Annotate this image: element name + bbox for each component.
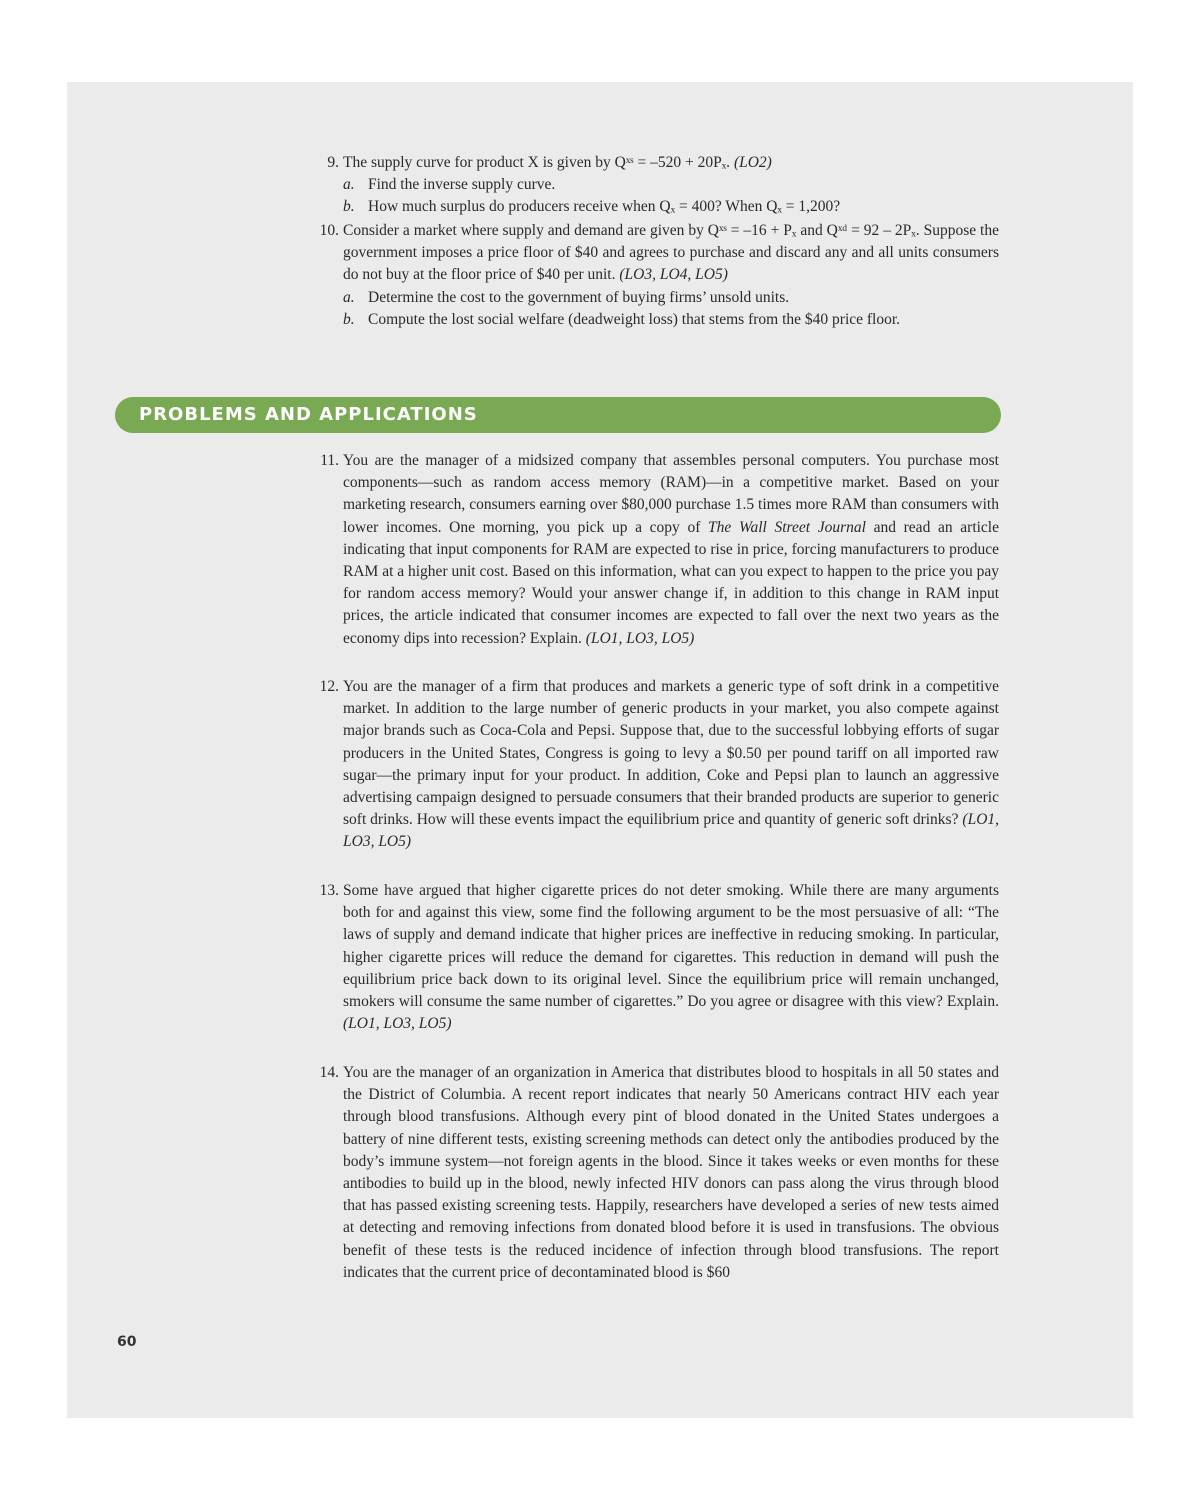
learning-objective: (LO1, LO3, LO5) bbox=[585, 629, 695, 647]
learning-objective: (LO2) bbox=[733, 154, 772, 171]
problem-text: You are the manager of an organization in America that distributes blood to hospitals in all 50 states and the District of Columbia. A recent report indicates that nearly 50 Americans contract HIV each year through blood transfusions. Although every pint of blood donated in the United States undergoes a battery of nine different tests, existing screening methods can detect only the antibodies produced by the body’s immune system—not foreign agents in the blood. Since it takes weeks or even months for these antibodies to build up in the blood, newly infected HIV donors can pass along the virus through blood that has passed existing screening tests. Happily, researchers have developed a series of new tests aimed at detecting and removing infections from donated blood before it is used in transfusions. The obvious benefit of these tests is the reduced incidence of infection through blood transfusions. The report indicates that the current price of decontaminated blood is $60 bbox=[343, 1064, 999, 1281]
learning-objective: (LO1, LO3, LO5) bbox=[343, 1015, 452, 1033]
problem-14 bbox=[319, 1062, 999, 1284]
subpart-a bbox=[343, 287, 999, 309]
learning-objective: (LO1, LO3, LO5) bbox=[343, 811, 1000, 851]
subpart-text: How much surplus do producers receive when Qₓ = 400? When Qₓ = 1,200? bbox=[368, 198, 841, 216]
problem-text: The supply curve for product X is given by Qˣˢ = –520 + 20Pₓ. bbox=[343, 154, 731, 171]
subpart-a bbox=[343, 174, 999, 196]
problem-number: 13. bbox=[319, 882, 339, 899]
problem-number: 10. bbox=[319, 222, 339, 239]
problem-text: Consider a market where supply and demand are given by Qˣˢ = –16 + Pₓ and Qˣᵈ = 92 – 2Pₓ. Suppose the government imposes a price floor of $40 and agrees to purchase and discard any and all units consumers do not buy at the floor price of $40 per unit. bbox=[343, 222, 999, 284]
problem-12 bbox=[319, 676, 1000, 854]
subpart-b bbox=[343, 309, 999, 331]
publication-title: The Wall Street Journal bbox=[708, 518, 866, 536]
subpart-letter: a. bbox=[343, 288, 355, 306]
book-page bbox=[67, 82, 1133, 1418]
problem-number: 11. bbox=[320, 452, 339, 469]
subpart-text: Find the inverse supply curve. bbox=[368, 176, 556, 194]
subpart-letter: b. bbox=[343, 310, 355, 328]
learning-objective: (LO3, LO4, LO5) bbox=[619, 266, 728, 284]
problem-text: You are the manager of a midsized company that assembles personal computers. You purchase most components—such as random access memory (RAM)—in a competitive market. Based on your marketing research, consumers earning over $80,000 purchase 1.5 times more RAM than consumers with lower incomes. One morning, you pick up a copy of bbox=[343, 452, 999, 536]
problem-number: 9. bbox=[327, 154, 339, 171]
section-heading-banner bbox=[115, 397, 1001, 433]
problem-13 bbox=[319, 880, 999, 1035]
problem-number: 12. bbox=[319, 678, 339, 695]
subpart-text: Determine the cost to the government of buying firms’ unsold units. bbox=[368, 288, 790, 306]
problem-number: 14. bbox=[319, 1064, 339, 1081]
problem-text-continued: and read an article indicating that input components for RAM are expected to rise in price, forcing manufacturers to produce RAM at a higher unit cost. Based on this information, what can you expect to happen to the price you pay for random access memory? Would your answer change if, in addition to this change in RAM input prices, the article indicated that consumer incomes are expected to fall over the next two years as the economy dips into recession? Explain. bbox=[343, 518, 1000, 647]
page-number: 60 bbox=[117, 1334, 137, 1350]
problem-11 bbox=[320, 450, 1000, 650]
subpart-letter: a. bbox=[343, 176, 355, 194]
problem-10 bbox=[319, 220, 999, 331]
problem-text: You are the manager of a firm that produces and markets a generic type of soft drink in a competitive market. In addition to the large number of generic products in your market, you also compete against major brands such as Coca-Cola and Pepsi. Suppose that, due to the successful lobbying efforts of sugar producers in the United States, Congress is going to levy a $0.50 per pound tariff on all imported raw sugar—the primary input for your product. In addition, Coke and Pepsi plan to launch an aggressive advertising campaign designed to persuade consumers that their branded products are superior to generic soft drinks. How will these events impact the equilibrium price and quantity of generic soft drinks? bbox=[343, 678, 999, 829]
section-heading: PROBLEMS AND APPLICATIONS bbox=[139, 404, 478, 425]
subpart-text: Compute the lost social welfare (deadweight loss) that stems from the $40 price floor. bbox=[368, 310, 901, 328]
problem-9 bbox=[327, 152, 999, 219]
subpart-b bbox=[343, 196, 999, 218]
subpart-letter: b. bbox=[343, 198, 355, 216]
problem-text: Some have argued that higher cigarette prices do not deter smoking. While there are many arguments both for and against this view, some find the following argument to be the most persuasive of all: “The laws of supply and demand indicate that higher prices are ineffective in reducing smoking. In particular, higher cigarette prices will reduce the demand for cigarettes. This reduction in demand will push the equilibrium price back down to its original level. Since the equilibrium price will remain unchanged, smokers will consume the same number of cigarettes.” Do you agree or disagree with this view? Explain. bbox=[343, 882, 999, 1011]
